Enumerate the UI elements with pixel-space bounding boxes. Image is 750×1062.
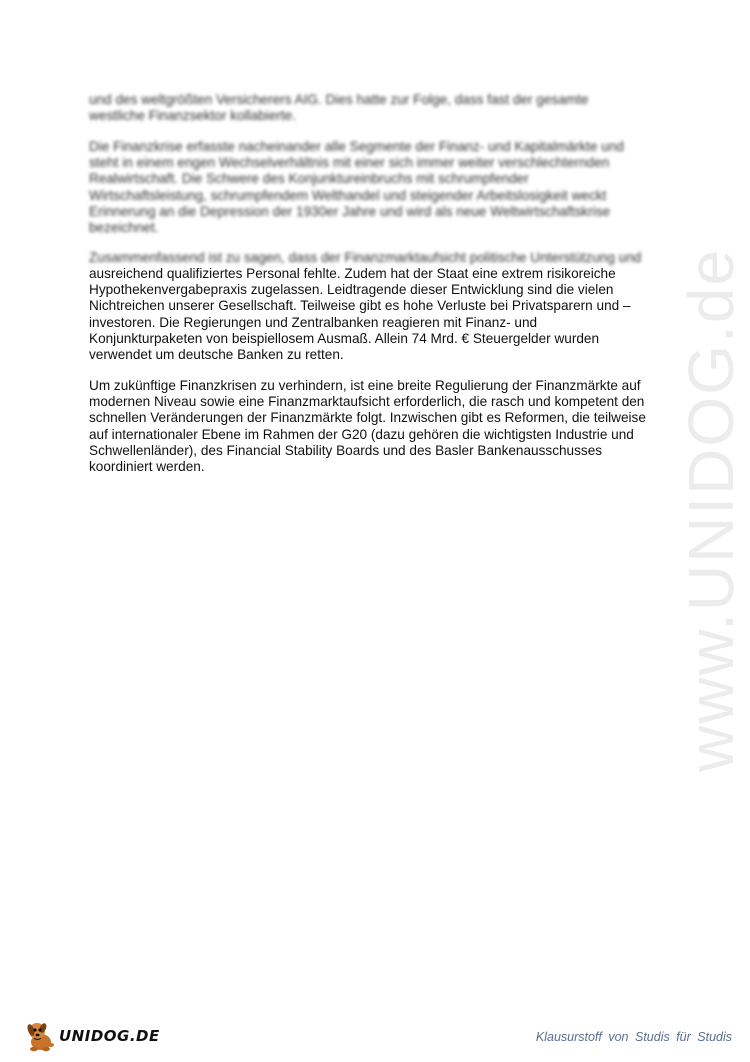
- footer-slogan: Klausurstoff von Studis für Studis: [535, 1030, 732, 1044]
- paragraph-conclusion: ausreichend qualifiziertes Personal fehlte. Zudem hat der Staat eine extrem risikoreiche Hypothekenvergabepraxis zugelassen. Leidtragende dieser Entwicklung sind die vielen Nichtreichen unserer Gesellschaft. Teilweise gibt es hohe Verluste bei Privatsparern und – investoren. Die Regierungen und Zentralbanken reagieren mit Finanz- und Konjunkturpaketen von beispiellosem Ausmaß. Allein 74 Mrd. € Steuergelder wurden verwendet um deutsche Banken zu retten.: [89, 266, 631, 363]
- blurred-paragraph-3-line: Zusammenfassend ist zu sagen, dass der Finanzmarktaufsicht politische Unterstützung und: [89, 250, 642, 265]
- footer-logo-text: UNIDOG.DE: [59, 1027, 160, 1045]
- blurred-paragraph-2: Die Finanzkrise erfasste nacheinander alle Segmente der Finanz- und Kapitalmärkte und steht in einem engen Wechselverhältnis mit einer sich immer weiter verschlechternden Realwirtschaft. Die Schwere des Konjunktureinbruchs mit schrumpfender Wirtschaftsleistung, schrumpfendem Welthandel und steigender Arbeitslosigkeit weckt Erinnerung an die Depression der 1930er Jahre und wird als neue Weltwirtschaftskrise bezeichnet.: [89, 139, 624, 236]
- blurred-paragraph-1: und des weltgrößten Versicherers AIG. Dies hatte zur Folge, dass fast der gesamte westliche Finanzsektor kollabierte.: [89, 92, 589, 124]
- footer-logo: [22, 1018, 160, 1054]
- paragraph-regulation: Um zukünftige Finanzkrisen zu verhindern, ist eine breite Regulierung der Finanzmärkte auf modernen Niveau sowie eine Finanzmarktaufsicht erforderlich, die rasch und kompetent den schnellen Veränderungen der Finanzmärkte folgt. Inzwischen gibt es Reformen, die teilweise auf internationaler Ebene im Rahmen der G20 (dazu gehören die wichtigsten Industrie und Schwellenländer), des Financial Stability Boards und des Basler Bankenausschusses koordiniert werden.: [89, 378, 646, 475]
- dog-mascot-icon: [22, 1018, 58, 1054]
- watermark-text: www.UNIDOG.de: [675, 248, 747, 772]
